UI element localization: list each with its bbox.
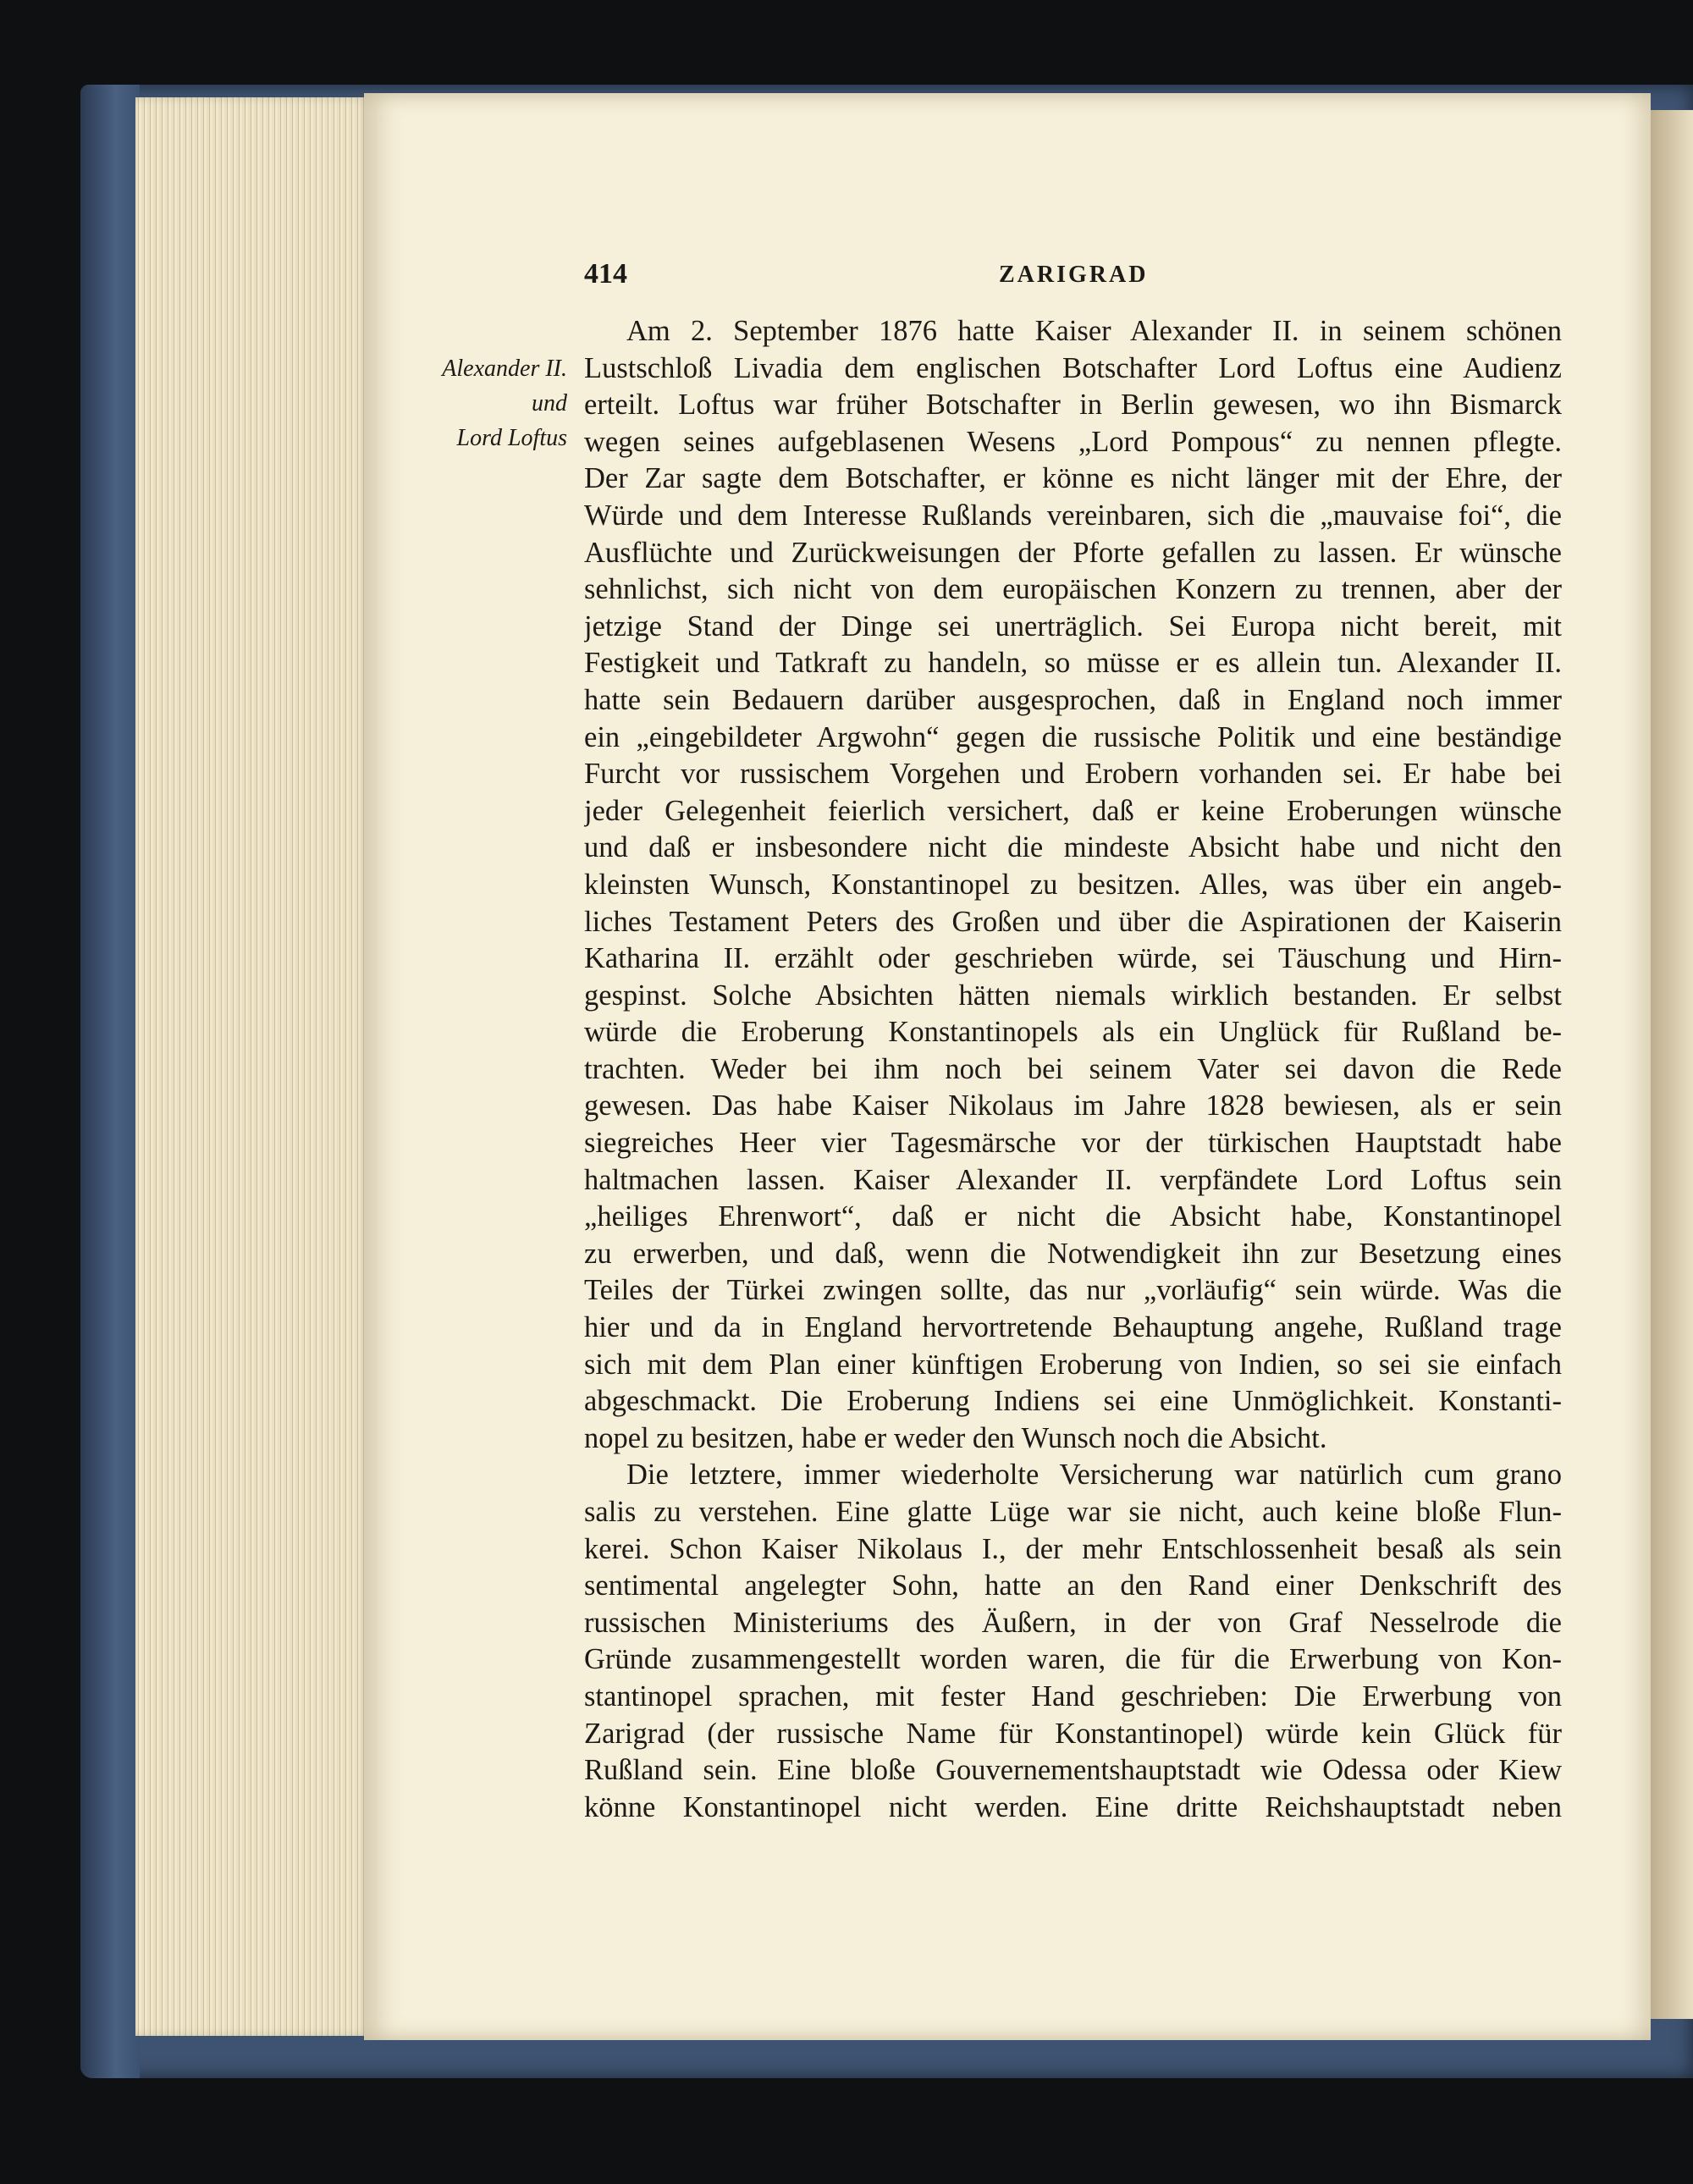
- text-line: Rußland sein. Eine bloße Gouvernementshauptstadt wie Odessa oder Kiew: [584, 1754, 1562, 1787]
- text-line: Zarigrad (der russische Name für Konstantinopel) würde kein Glück für: [584, 1717, 1562, 1750]
- book-spine: [80, 85, 140, 2078]
- text-line: Würde und dem Interesse Rußlands vereinbaren, sich die „mauvaise foi“, die: [584, 499, 1562, 532]
- text-line: „heiliges Ehrenwort“, daß er nicht die Absicht habe, Konstantinopel: [584, 1200, 1562, 1233]
- text-line: stantinopel sprachen, mit fester Hand geschrieben: Die Erwerbung von: [584, 1679, 1562, 1712]
- margin-note: [398, 351, 567, 455]
- text-line: liches Testament Peters des Großen und über die Aspirationen der Kaiserin: [584, 905, 1562, 938]
- text-line: haltmachen lassen. Kaiser Alexander II. verpfändete Lord Loftus sein: [584, 1163, 1562, 1196]
- margin-note-line: Lord Loftus: [456, 425, 567, 451]
- text-line: Lustschloß Livadia dem englischen Botschafter Lord Loftus eine Audienz: [584, 351, 1562, 384]
- text-line: wegen seines aufgeblasenen Wesens „Lord Pompous“ zu nennen pflegte.: [584, 425, 1562, 458]
- page-edges: [135, 97, 372, 2036]
- text-line: kerei. Schon Kaiser Nikolaus I., der mehr Entschlossenheit besaß als sein: [584, 1532, 1562, 1565]
- text-line: sentimental angelegter Sohn, hatte an den Rand einer Denkschrift des: [584, 1569, 1562, 1602]
- text-line: russischen Ministeriums des Äußern, in der von Graf Nesselrode die: [584, 1606, 1562, 1639]
- text-line: Katharina II. erzählt oder geschrieben würde, sei Täuschung und Hirn-: [584, 942, 1562, 975]
- margin-note-line: und: [532, 390, 567, 416]
- text-line: zu erwerben, und daß, wenn die Notwendigkeit ihn zur Besetzung eines: [584, 1237, 1562, 1270]
- text-line: siegreiches Heer vier Tagesmärsche vor der türkischen Hauptstadt habe: [584, 1127, 1562, 1160]
- text-line: Am 2. September 1876 hatte Kaiser Alexander II. in seinem schönen: [626, 315, 1562, 347]
- text-line: nopel zu besitzen, habe er weder den Wunsch noch die Absicht.: [584, 1421, 1327, 1454]
- body-text: [584, 313, 1562, 1826]
- text-line: Ausflüchte und Zurückweisungen der Pforte gefallen zu lassen. Er wünsche: [584, 536, 1562, 569]
- text-line: gewesen. Das habe Kaiser Nikolaus im Jahre 1828 bewiesen, als er sein: [584, 1089, 1562, 1122]
- text-line: sich mit dem Plan einer künftigen Eroberung von Indien, so sei sie einfach: [584, 1348, 1562, 1381]
- text-line: gespinst. Solche Absichten hätten niemals wirklich bestanden. Er selbst: [584, 979, 1562, 1012]
- text-line: jetzige Stand der Dinge sei unerträglich. Sei Europa nicht bereit, mit: [584, 609, 1562, 643]
- text-line: und daß er insbesondere nicht die mindeste Absicht habe und nicht den: [584, 831, 1562, 864]
- text-line: abgeschmackt. Die Eroberung Indiens sei eine Unmöglichkeit. Konstanti-: [584, 1385, 1562, 1418]
- text-line: jeder Gelegenheit feierlich versichert, daß er keine Eroberungen wünsche: [584, 794, 1562, 827]
- text-line: Furcht vor russischem Vorgehen und Erobern vorhanden sei. Er habe bei: [584, 758, 1562, 791]
- text-line: ein „eingebildeter Argwohn“ gegen die russische Politik und eine beständige: [584, 720, 1562, 753]
- text-line: Festigkeit und Tatkraft zu handeln, so müsse er es allein tun. Alexander II.: [584, 647, 1562, 680]
- page-number: 414: [584, 258, 627, 290]
- text-line: salis zu verstehen. Eine glatte Lüge war sie nicht, auch keine bloße Flun-: [584, 1496, 1562, 1528]
- page-header: [584, 258, 1562, 301]
- text-line: könne Konstantinopel nicht werden. Eine dritte Reichshauptstadt neben: [584, 1790, 1562, 1823]
- text-line: Der Zar sagte dem Botschafter, er könne es nicht länger mit der Ehre, der: [584, 462, 1562, 495]
- running-head: ZARIGRAD: [999, 262, 1149, 288]
- text-line: würde die Eroberung Konstantinopels als ein Unglück für Rußland be-: [584, 1016, 1562, 1049]
- text-line: Gründe zusammengestellt worden waren, die für die Erwerbung von Kon-: [584, 1643, 1562, 1676]
- text-line: erteilt. Loftus war früher Botschafter in Berlin gewesen, wo ihn Bismarck: [584, 389, 1562, 422]
- text-line: hatte sein Bedauern darüber ausgesprochen, daß in England noch immer: [584, 683, 1562, 716]
- text-line: kleinsten Wunsch, Konstantinopel zu besitzen. Alles, was über ein angeb-: [584, 868, 1562, 901]
- text-line: trachten. Weder bei ihm noch bei seinem Vater sei davon die Rede: [584, 1052, 1562, 1085]
- text-line: hier und da in England hervortretende Behauptung angehe, Rußland trage: [584, 1311, 1562, 1344]
- margin-note-line: Alexander II.: [442, 356, 567, 382]
- text-line: Die letztere, immer wiederholte Versicherung war natürlich cum grano: [626, 1459, 1562, 1492]
- text-line: sehnlichst, sich nicht von dem europäischen Konzern zu trennen, aber der: [584, 573, 1562, 606]
- text-line: Teiles der Türkei zwingen sollte, das nur „vorläufig“ sein würde. Was die: [584, 1274, 1562, 1307]
- next-page-edge: [1651, 110, 1693, 2019]
